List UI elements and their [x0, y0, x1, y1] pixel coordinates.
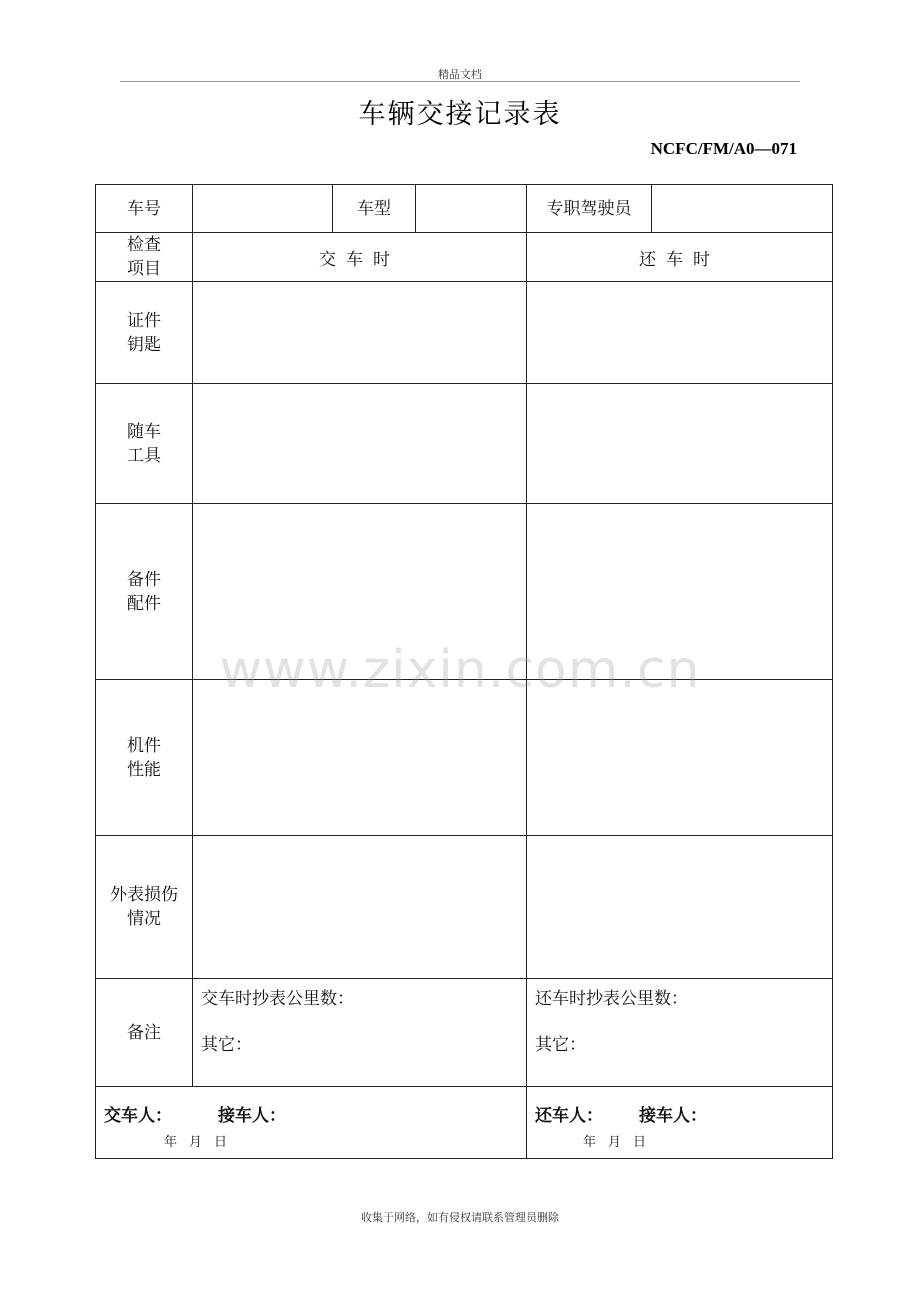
return-other-label: 其它：	[535, 1035, 586, 1055]
form-row-headers	[96, 233, 833, 282]
row-label-line1: 机件	[127, 735, 161, 756]
form-row-mechanical-performance	[96, 680, 833, 836]
car-type-label: 车型	[333, 185, 416, 233]
row-label-line1: 外表损伤	[110, 885, 178, 905]
return-receiver-person-label: 接车人：	[639, 1106, 707, 1126]
handover-person-label: 交车人：	[104, 1106, 172, 1126]
return-date-day: 日	[633, 1135, 647, 1150]
form-row-vehicle-info	[96, 185, 833, 233]
exterior-damage-label	[96, 836, 193, 979]
row-label-line2: 情况	[127, 909, 161, 929]
row-label-line1: 证件	[127, 310, 161, 331]
spare-parts-handover-field[interactable]	[193, 504, 527, 680]
car-number-label: 车号	[96, 185, 193, 233]
watermark: www.zixin.com.cn	[219, 640, 701, 700]
form-row-remarks	[96, 979, 833, 1087]
mechanical-performance-handover-field[interactable]	[193, 680, 527, 836]
handover-date-day: 日	[214, 1135, 228, 1150]
row-label-line2: 工具	[127, 445, 161, 466]
header-rule	[120, 81, 800, 82]
remarks-return-field[interactable]	[527, 979, 833, 1087]
returner-person-label: 还车人：	[535, 1106, 603, 1126]
handover-column-header: 交车时	[193, 233, 527, 282]
row-label-line1: 随车	[127, 421, 161, 442]
receiver-person-label: 接车人：	[218, 1106, 286, 1126]
document-code: NCFC/FM/A0—071	[650, 139, 797, 158]
handover-signature-cell[interactable]	[96, 1087, 527, 1159]
mechanical-performance-return-field[interactable]	[527, 680, 833, 836]
return-date-month: 月	[608, 1135, 622, 1150]
handover-date-month: 月	[189, 1135, 203, 1150]
check-item-label	[96, 233, 193, 282]
exterior-damage-handover-field[interactable]	[193, 836, 527, 979]
return-column-header: 还车时	[527, 233, 833, 282]
handover-mileage-label: 交车时抄表公里数：	[201, 989, 354, 1009]
driver-label: 专职驾驶员	[527, 185, 652, 233]
row-label-line2: 钥匙	[127, 334, 161, 355]
return-signature-cell[interactable]	[527, 1087, 833, 1159]
driver-field[interactable]	[652, 185, 833, 233]
form-row-exterior-damage	[96, 836, 833, 979]
form-row-spare-parts	[96, 504, 833, 680]
form-row-signatures	[96, 1087, 833, 1159]
return-mileage-label: 还车时抄表公里数：	[535, 989, 688, 1009]
handover-other-label: 其它：	[201, 1035, 252, 1055]
onboard-tools-label	[96, 384, 193, 504]
form-row-onboard-tools	[96, 384, 833, 504]
spare-parts-label	[96, 504, 193, 680]
remarks-handover-field[interactable]	[193, 979, 527, 1087]
car-number-field[interactable]	[193, 185, 333, 233]
onboard-tools-return-field[interactable]	[527, 384, 833, 504]
check-item-label-line1: 检查	[127, 235, 161, 255]
row-label-line2: 配件	[127, 593, 161, 614]
handover-date-year: 年	[164, 1135, 178, 1150]
check-item-label-line2: 项目	[127, 259, 161, 279]
page-title: 车辆交接记录表	[358, 99, 562, 130]
documents-keys-return-field[interactable]	[527, 282, 833, 384]
documents-keys-handover-field[interactable]	[193, 282, 527, 384]
spare-parts-return-field[interactable]	[527, 504, 833, 680]
footer-note: 收集于网络，如有侵权请联系管理员删除	[361, 1211, 559, 1224]
documents-keys-label	[96, 282, 193, 384]
mechanical-performance-label	[96, 680, 193, 836]
header-note: 精品文档	[438, 68, 482, 81]
remarks-label: 备注	[96, 979, 193, 1087]
onboard-tools-handover-field[interactable]	[193, 384, 527, 504]
return-date-year: 年	[583, 1135, 597, 1150]
row-label-line2: 性能	[127, 759, 161, 780]
car-type-field[interactable]	[416, 185, 527, 233]
form-row-documents-keys	[96, 282, 833, 384]
row-label-line1: 备件	[127, 569, 161, 590]
exterior-damage-return-field[interactable]	[527, 836, 833, 979]
vehicle-handover-form	[95, 184, 833, 1159]
